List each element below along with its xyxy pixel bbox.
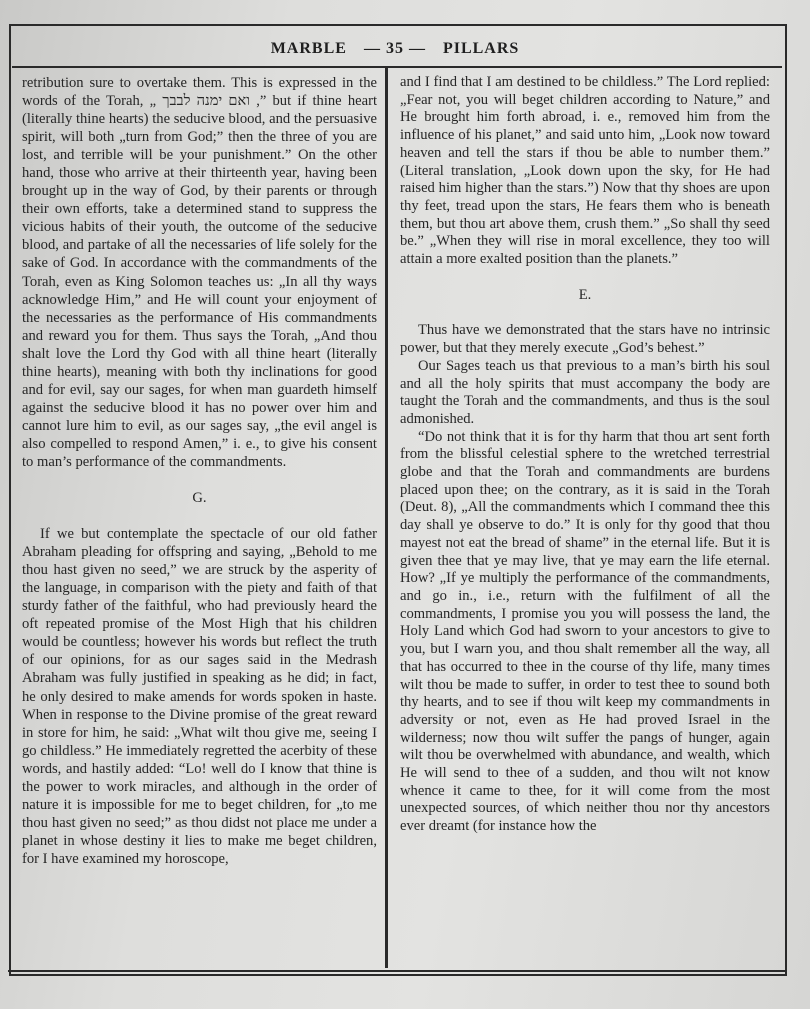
- page-number: — 35 —: [363, 40, 426, 57]
- left-paragraph-2: If we but contemplate the spectacle of our old father Abraham pleading for offspring and saying, „Behold to me thou hast given no seed,” we are struck by the asperity of the language, in comparison with the piety and faith of that sturdy father of the faithful, who had previously heard the oft repeated promise of the Most High that his children would be countless; however his words but reflect the truth of our opinions, for as our sages said in the Medrash Abraham was fully justified in speaking as he did; in fact, he only desired to make amends for words spoken in haste. When in response to the Divine promise of the great reward in store for him, he said: „What wilt thou give me, seeing I go childless.” He immediately regretted the acerbity of these words, and hastily added: “Lo! well do I know that thine is the power to work miracles, and although in the order of nature it is impossible for me to beget children, for „to me thou hast given no seed;” as thou didst not place me under a planet in whose destiny it lies to make me beget children, for I have examined my horoscope,: [22, 526, 377, 867]
- right-paragraph-3: Our Sages teach us that previous to a man’s birth his soul and all the holy spirits that must accompany the body are taught the Torah and the commandments, and thus is the soul admonished.: [400, 357, 770, 427]
- right-paragraph-4: “Do not think that it is for thy harm that thou art sent forth from the blissful celestial sphere to the wretched terrestrial globe and that the Torah and commandments are burdens placed upon thee; on the contrary, as it is said in the Torah (Deut. 8), „All the commandments which I command thee this day shall ye observe to do.” It is only for thy good that thou mayest not eat the bread of shame” in the eternal life. But it is given thee that ye may live, that ye may earn the life eternal. How? „If ye multiply the performance of the commandments, and go in., i.e., return with the fulfilment of all the commandments, I promise you you will possess the land, the Holy Land which God had sworn to your ancestors to give to you, but I warn you, and thou shalt remember all the way, all that has occurred to thee in the course of thy life, many times wilt thou be made to suffer, in order to test thee to sound both thy hearts, and to see if thou wilt keep my commandments in adversity or not, even as He had proved Israel in the wilderness; now thou wilt suffer the pangs of hunger, again wilt thou be overwhelmed with abundance, and wealth, which He will send to thee of a sudden, and thou wilt not know whence it came to thee, for it will come from the most unexpected sources, of which neither thou nor thy ancestors ever dreamt (for instance how the: [400, 428, 770, 835]
- left-paragraph-1: retribution sure to overtake them. This is expressed in the words of the Torah, „ ואם ימנה לבבך ,” but if thine heart (literally thine hearts) the seducive blood, and the persuasive spirit, will both „turn from God;” then the three of you are lost, and terrible will be your punishment.” On the other hand, those who arrive at their thirteenth year, having been brought up in the way of God, by their parents or through their own efforts, take a determined stand to suppress the vicious habits of their youth, the outcome of the seducive blood, and partake of all the necessaries of life solely for the sake of God. In accordance with the commandments of the Torah, even as King Solomon teaches us: „In all thy ways acknowledge Him,” and He will count your enjoyment of the necessaries as the performance of His commandments and reward you for them. Thus says the Torah, „And thou shalt love the Lord thy God with all thine heart (literally thine hearts), meaning with both thy inclinations for good and for evil, say our sages, for when man guardeth himself against the seducive blood it has no power over him and cannot lure him to evil, as our sages say, „the evil angel is also compelled to respond Amen,” i. e., to give his consent to man’s performance of the commandments.: [22, 75, 378, 470]
- header-left: MARBLE: [270, 40, 347, 57]
- section-heading-g: G.: [192, 490, 207, 507]
- right-column: [400, 74, 770, 836]
- column-divider: [385, 68, 388, 968]
- left-column: [22, 74, 377, 868]
- header-right: PILLARS: [442, 40, 520, 57]
- header-rule: [12, 66, 782, 68]
- running-header: [0, 40, 790, 58]
- footer-rule: [8, 970, 786, 972]
- section-heading-e: E.: [578, 286, 592, 303]
- right-paragraph-2: Thus have we demonstrated that the stars have no intrinsic power, but that they merely execute „God’s behest.”: [400, 322, 770, 357]
- right-paragraph-1: and I find that I am destined to be childless.” The Lord replied: „Fear not, you will beget children according to Nature,” and He brought him forth abroad, i. e., removed him from the influence of his planet,” and said unto him, „Look now toward heaven and tell the stars if thou be able to number them.” (Literal translation, „Look down upon the sky, for He had raised him higher than the stars.”) Now that thy shoes are upon thy feet, tread upon the stars, He fears them who is beneath them, but thou art above them, crush them.” „So shall thy seed be.” „When they will rise in moral excellence, they too will attain a more exalted position than the planets.”: [400, 74, 770, 268]
